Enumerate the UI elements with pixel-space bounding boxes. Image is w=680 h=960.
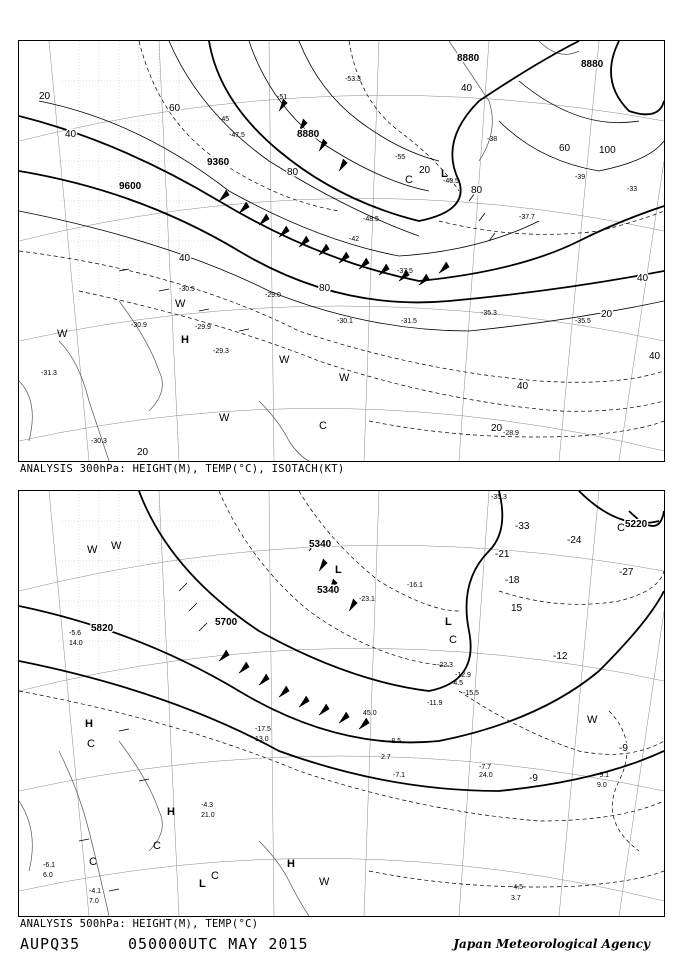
graticule	[19, 41, 664, 461]
warm-symbol: W	[175, 298, 186, 310]
cold-symbol: C	[449, 634, 457, 646]
temp-label: -6.1	[43, 862, 56, 869]
isotach-label: 40	[461, 83, 473, 94]
temp-label: -47.5	[229, 132, 245, 139]
map-500hpa-svg	[19, 491, 664, 916]
coastlines	[19, 741, 309, 916]
high-pressure-symbol: H	[167, 806, 175, 818]
temp-label: -15.5	[463, 690, 479, 697]
height-label: 5700	[215, 617, 238, 628]
temp-label: -40.5	[443, 178, 459, 185]
isotach-label: 20	[491, 423, 503, 434]
temp-label: -55	[395, 154, 406, 161]
height-label: 5340	[317, 585, 340, 596]
warm-symbol: W	[587, 714, 598, 726]
temp-label: -5.6	[69, 630, 82, 637]
temp-label: -30.5	[179, 286, 195, 293]
temp-label: -29.3	[213, 348, 229, 355]
isotach-label: 40	[637, 273, 649, 284]
isotach-label: 60	[169, 103, 181, 114]
height-label: 5820	[91, 623, 114, 634]
high-pressure-symbol: H	[181, 334, 189, 346]
warm-symbol: W	[219, 412, 230, 424]
isotach-labels	[39, 83, 661, 458]
low-pressure-symbol: L	[335, 564, 342, 576]
temp-label: -9.1	[597, 772, 610, 779]
temp-label: -29.9	[195, 324, 211, 331]
temp-label: 2.7	[381, 754, 391, 761]
isotach-label: 20	[137, 447, 149, 458]
temp-label: -17.5	[255, 726, 271, 733]
isotach-label: 40	[65, 129, 77, 140]
analysis-500hpa-map	[18, 490, 665, 917]
coastlines	[19, 41, 579, 461]
temp-label: -37.5	[397, 268, 413, 275]
warm-symbol: W	[339, 372, 350, 384]
map-300hpa-svg	[19, 41, 664, 461]
temp-label: -48.5	[363, 216, 379, 223]
temp-label: -30.3	[91, 438, 107, 445]
warm-symbol: W	[87, 544, 98, 556]
isotach-label: 100	[599, 145, 616, 156]
temp-label: -16.1	[407, 582, 423, 589]
cold-symbol: C	[153, 840, 161, 852]
height-label: 8880	[581, 59, 604, 70]
cold-symbol: C	[211, 870, 219, 882]
height-label: 8880	[457, 53, 480, 64]
height-label: 5340	[309, 539, 332, 550]
cold-symbol: C	[319, 420, 327, 432]
warm-symbol: W	[279, 354, 290, 366]
coastline-shading	[59, 41, 219, 301]
isotach-label: 80	[471, 185, 483, 196]
temp-label: -31.3	[41, 370, 57, 377]
coastline-shading	[59, 491, 219, 691]
temp-label: 45.0	[363, 710, 377, 717]
isotach-label: 20	[39, 91, 51, 102]
height-label: 9360	[207, 157, 230, 168]
high-pressure-symbol: H	[287, 858, 295, 870]
temp-label: 24.0	[479, 772, 493, 779]
temp-label: -24	[567, 535, 582, 546]
low-pressure-symbol: L	[445, 616, 452, 628]
warm-symbol: W	[319, 876, 330, 888]
isotach-label: 40	[649, 351, 661, 362]
isotach-label: 80	[319, 283, 331, 294]
temp-label: -7.1	[393, 772, 406, 779]
isotach-label: 20	[601, 309, 613, 320]
temp-label: -53.3	[345, 76, 361, 83]
temp-label: -28.9	[503, 430, 519, 437]
temp-label: 9.0	[597, 782, 607, 789]
temp-label: -4.5	[451, 680, 464, 687]
temp-label: -27	[619, 567, 634, 578]
isotach-label: 20	[419, 165, 431, 176]
temp-label: -51	[277, 94, 288, 101]
temp-label: -9	[529, 773, 538, 784]
graticule	[19, 491, 664, 916]
temp-label: -39	[575, 174, 586, 181]
temp-label: -42	[349, 236, 360, 243]
temp-label: -38	[487, 136, 498, 143]
temp-label: -12	[553, 651, 568, 662]
height-labels	[91, 519, 648, 634]
temp-label: 13.0	[255, 736, 269, 743]
temp-label: 7.0	[89, 898, 99, 905]
temp-label: 6.0	[43, 872, 53, 879]
temp-label: -35.3	[481, 310, 497, 317]
cold-symbol: C	[617, 522, 625, 534]
cold-symbol: C	[405, 174, 413, 186]
warm-symbol: W	[57, 328, 68, 340]
temp-labels	[41, 76, 637, 445]
temp-label: -45	[219, 116, 230, 123]
temp-labels	[43, 494, 634, 905]
warm-symbol: W	[111, 540, 122, 552]
temp-label: -8.5	[389, 738, 402, 745]
panel-caption-500hpa: ANALYSIS 500hPa: HEIGHT(M), TEMP(°C)	[20, 918, 259, 930]
temp-label: -30.9	[131, 322, 147, 329]
low-pressure-symbol: L	[199, 878, 206, 890]
agency-name: Japan Meteorological Agency	[453, 937, 650, 951]
temp-label: -35.5	[575, 318, 591, 325]
temp-label: -35.3	[491, 494, 507, 501]
temp-label: -21	[495, 549, 510, 560]
temp-label: 14.0	[69, 640, 83, 647]
analysis-300hpa-map	[18, 40, 665, 462]
temp-label: -30.1	[337, 318, 353, 325]
temp-label: 3.7	[511, 895, 521, 902]
temp-label: -12.9	[455, 672, 471, 679]
isotach-label: 40	[179, 253, 191, 264]
cold-symbol: C	[87, 738, 95, 750]
height-label: 9600	[119, 181, 142, 192]
temp-label: -23.1	[359, 596, 375, 603]
temp-label: 15	[511, 603, 523, 614]
temp-label: -11.9	[427, 700, 443, 707]
temp-label: -9	[619, 743, 628, 754]
panel-caption-300hpa: ANALYSIS 300hPa: HEIGHT(M), TEMP(°C), ISOTACH(KT)	[20, 463, 345, 475]
temp-label: -22.3	[437, 662, 453, 669]
temp-label: -7.7	[479, 764, 492, 771]
high-pressure-symbol: H	[85, 718, 93, 730]
temp-label: -31.5	[401, 318, 417, 325]
height-label: 8880	[297, 129, 320, 140]
temp-label: -4.5	[511, 884, 524, 891]
chart-id: AUPQ35	[20, 935, 81, 953]
low-pressure-symbol: L	[441, 168, 448, 180]
isotach-label: 80	[287, 167, 299, 178]
temp-label: -37.7	[519, 214, 535, 221]
temp-label: -4.1	[89, 888, 102, 895]
valid-time: 050000UTC MAY 2015	[128, 935, 309, 953]
temp-label: -18	[505, 575, 520, 586]
isotach-label: 60	[559, 143, 571, 154]
temp-label: 21.0	[201, 812, 215, 819]
temp-label: -33	[515, 521, 530, 532]
cold-symbol: C	[89, 856, 97, 868]
height-label: 5220	[625, 519, 648, 530]
temp-label: -4.3	[201, 802, 214, 809]
temp-label: -29.0	[265, 292, 281, 299]
system-symbols	[57, 168, 448, 432]
height-contours	[19, 41, 664, 302]
isotach-label: 40	[517, 381, 529, 392]
temp-label: -33	[627, 186, 638, 193]
